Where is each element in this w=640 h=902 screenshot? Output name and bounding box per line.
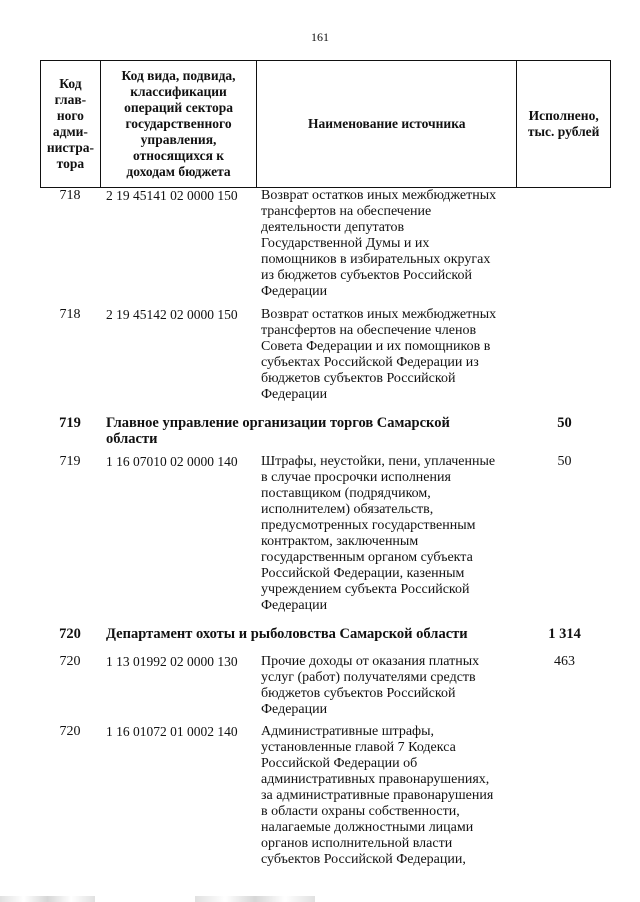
source-name: Административные штрафы, установленные главой 7 Кодекса Российской Федерации об административных правонарушениях, за административные правонарушения в области охраны собственности, налагаемые должностными лицами органов исполнительной власти субъектов Российской Федерации, [261, 724, 494, 867]
table-row [40, 307, 611, 403]
amount: 50 [557, 454, 572, 469]
admin-code: 720 [59, 626, 81, 642]
classification-code: 1 13 01992 02 0000 130 [106, 654, 238, 669]
scan-artifact [195, 896, 315, 902]
table-body [40, 188, 611, 868]
page-number: 161 [311, 30, 329, 44]
table-row [40, 454, 611, 614]
amount [518, 307, 611, 403]
group-name: Департамент охоты и рыболовства Самарской области [106, 626, 468, 642]
header-amount: Исполнено, тыс. рублей [527, 108, 600, 139]
admin-code: 718 [59, 188, 81, 203]
table-row [40, 724, 611, 868]
header-admin-code: Код глав- ного адми- нистра- тора [41, 61, 101, 187]
group-row [40, 415, 611, 447]
admin-code: 719 [59, 415, 81, 431]
source-name: Возврат остатков иных межбюджетных трансфертов на обеспечение деятельности депутатов Государственной Думы и их помощников в избирательных округах из бюджетов субъектов Российской Федерации [261, 188, 497, 299]
admin-code: 720 [59, 654, 81, 669]
group-amount: 50 [557, 415, 572, 431]
group-amount: 1 314 [548, 626, 581, 642]
source-name: Возврат остатков иных межбюджетных трансфертов на обеспечение членов Совета Федерации и их помощников в субъектах Российской Федерации из бюджетов субъектов Российской Федерации [261, 307, 497, 402]
amount [518, 724, 611, 868]
source-name: Прочие доходы от оказания платных услуг (работ) получателями средств бюджетов субъектов Российской Федерации [261, 654, 480, 717]
group-row [40, 626, 611, 642]
table-header [40, 60, 611, 188]
header-classification-code: Код вида, подвида, классификации операций сектора государственного управления, относящихся к доходам бюджета [101, 61, 257, 187]
amount [518, 188, 611, 300]
table-row [40, 654, 611, 718]
classification-code: 2 19 45142 02 0000 150 [106, 307, 238, 322]
classification-code: 1 16 07010 02 0000 140 [106, 454, 238, 469]
classification-code: 1 16 01072 01 0002 140 [106, 724, 238, 739]
table-row [40, 188, 611, 300]
header-source-name: Наименование источника [257, 61, 517, 187]
source-name: Штрафы, неустойки, пени, уплаченные в случае просрочки исполнения поставщиком (подрядчиком, исполнителем) обязательств, предусмотренных государственным контрактом, заключенным государственным органом субъекта Российской Федерации, казенным учреждением субъекта Российской Федерации [261, 454, 496, 613]
amount: 463 [554, 654, 575, 669]
scan-artifact [0, 896, 95, 902]
group-name: Главное управление организации торгов Самарской области [106, 415, 450, 447]
classification-code: 2 19 45141 02 0000 150 [106, 188, 238, 203]
admin-code: 720 [59, 724, 81, 739]
admin-code: 718 [59, 307, 81, 322]
admin-code: 719 [59, 454, 81, 469]
